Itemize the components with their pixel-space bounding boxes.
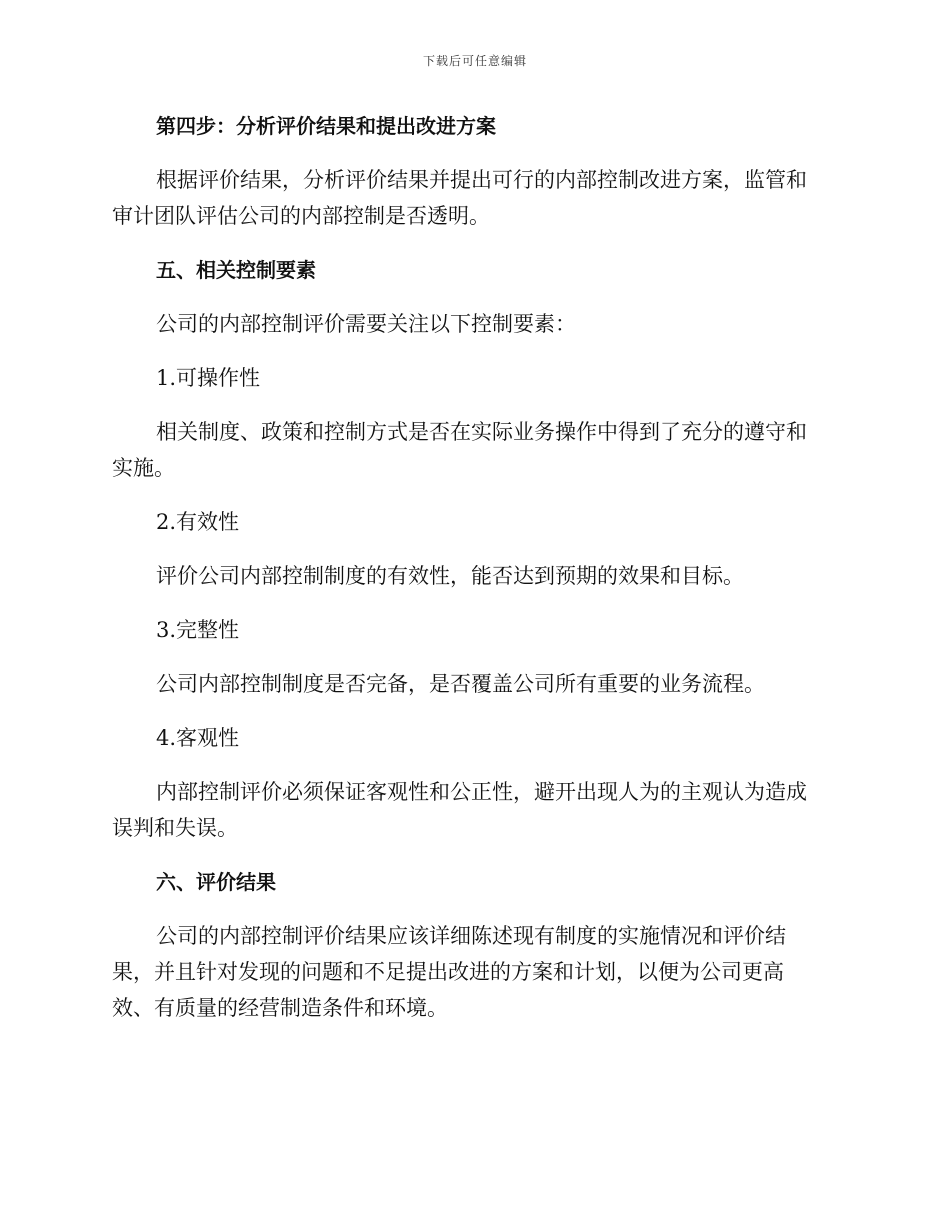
step4-paragraph-line-1: 根据评价结果，分析评价结果并提出可行的内部控制改进方案，监管和 — [156, 168, 807, 192]
item2-title: 2.有效性 — [156, 510, 240, 534]
item1-paragraph-line-1: 相关制度、政策和控制方式是否在实际业务操作中得到了充分的遵守和 — [156, 420, 807, 444]
item4-paragraph-line-2: 误判和失误。 — [112, 816, 238, 840]
section5-heading: 五、相关控制要素 — [156, 258, 316, 282]
item3-paragraph: 公司内部控制制度是否完备，是否覆盖公司所有重要的业务流程。 — [156, 672, 765, 696]
section6-paragraph-line-2: 果，并且针对发现的问题和不足提出改进的方案和计划，以便为公司更高 — [112, 960, 784, 984]
item1-paragraph-line-2: 实施。 — [112, 456, 175, 480]
item1-title: 1.可操作性 — [156, 366, 261, 390]
document-body — [112, 108, 832, 1026]
item4-title: 4.客观性 — [156, 726, 240, 750]
page-header-note: 下载后可任意编辑 — [422, 54, 527, 68]
section5-intro: 公司的内部控制评价需要关注以下控制要素： — [156, 312, 576, 336]
section6-paragraph-line-1: 公司的内部控制评价结果应该详细陈述现有制度的实施情况和评价结 — [156, 924, 786, 948]
step4-paragraph-line-2: 审计团队评估公司的内部控制是否透明。 — [112, 204, 490, 228]
item2-paragraph: 评价公司内部控制制度的有效性，能否达到预期的效果和目标。 — [156, 564, 744, 588]
item4-paragraph-line-1: 内部控制评价必须保证客观性和公正性，避开出现人为的主观认为造成 — [156, 780, 807, 804]
item3-title: 3.完整性 — [156, 618, 240, 642]
section6-paragraph-line-3: 效、有质量的经营制造条件和环境。 — [112, 996, 448, 1020]
section6-heading: 六、评价结果 — [156, 870, 276, 894]
step4-heading: 第四步：分析评价结果和提出改进方案 — [156, 114, 496, 138]
